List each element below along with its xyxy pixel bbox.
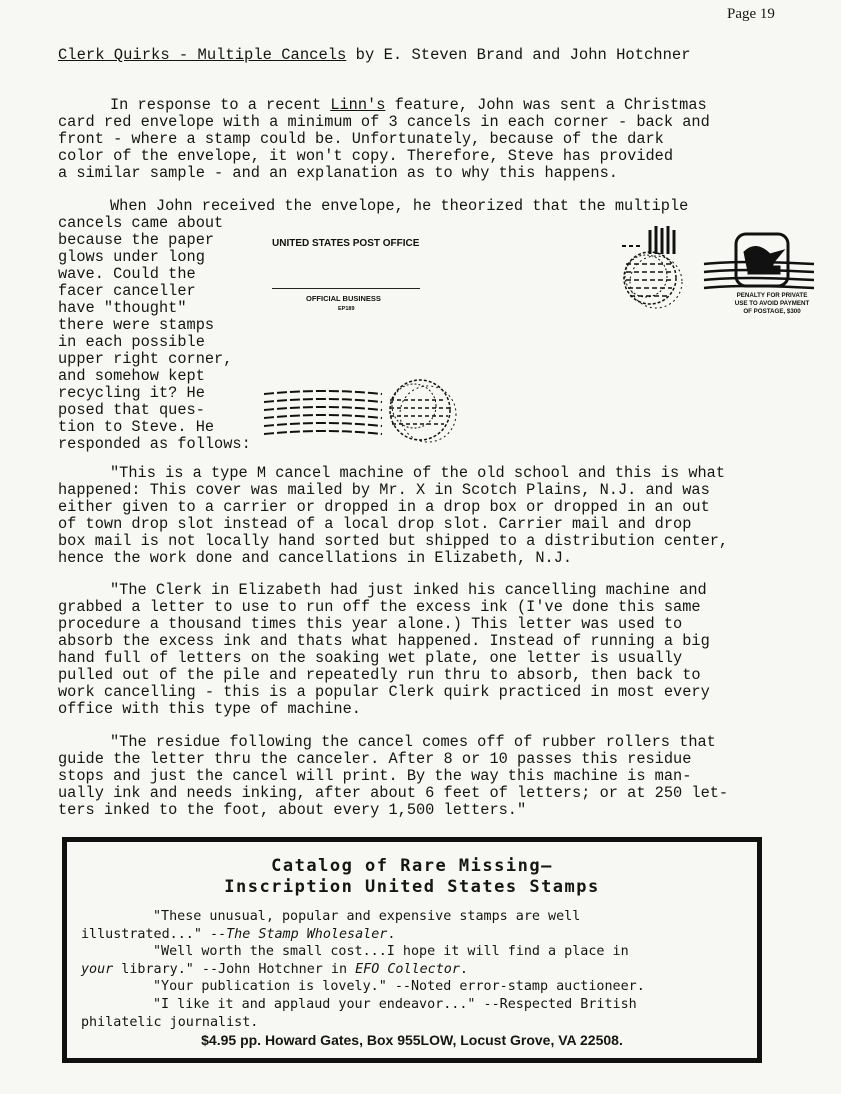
envelope-official-business: OFFICIAL BUSINESS — [306, 294, 381, 303]
testimonial-line: philatelic journalist. — [81, 1014, 259, 1030]
intro-line: color of the envelope, it won't copy. Therefore, Steve has provided — [58, 147, 674, 165]
theory-first-line: When John received the envelope, he theorized that the multiple — [110, 197, 689, 215]
ad-title — [67, 856, 757, 898]
theory-side-text — [58, 215, 268, 453]
testimonial-line: "Well worth the small cost...I hope it will find a place in — [153, 944, 629, 960]
theory-line: in each possible — [58, 333, 205, 351]
publication-name: The Stamp Wholesaler — [226, 926, 388, 942]
cancellation-marks-bottom — [262, 374, 472, 444]
theory-line: because the paper — [58, 231, 215, 249]
ad-title-line-1: Catalog of Rare Missing— — [271, 856, 553, 876]
publication-name: EFO Collector — [355, 961, 460, 977]
theory-line: glows under long — [58, 248, 205, 266]
intro-paragraph — [58, 97, 778, 182]
intro-line-1: In response to a recent Linn's feature, John was sent a Christmas — [110, 96, 707, 114]
envelope-illustration — [262, 224, 818, 446]
theory-line: cancels came about — [58, 214, 224, 232]
intro-line: a similar sample - and an explanation as to why this happens. — [58, 164, 618, 182]
theory-line: have "thought" — [58, 299, 187, 317]
theory-line: wave. Could the — [58, 265, 196, 283]
catalog-advertisement — [62, 837, 762, 1063]
quote-paragraph-3: "The residue following the cancel comes off of rubber rollers that guide the letter thru the canceler. After 8 or 10 passes this residue stops and just the cancel will print. By the way this machine is man- ually ink and needs inking, after about 6 feet of letters; or at 250 let- ters inked to the foot, about every 1,500 letters." — [58, 733, 729, 819]
theory-line: tion to Steve. He — [58, 418, 215, 436]
linns-reference: Linn's — [330, 96, 386, 114]
theory-line: there were stamps — [58, 316, 215, 334]
testimonial-line: illustrated..." --The Stamp Wholesaler. — [81, 926, 396, 942]
cancellation-marks-top — [612, 224, 818, 334]
quote-paragraph-1: "This is a type M cancel machine of the old school and this is what happened: This cover was mailed by Mr. X in Scotch Plains, N.J. and was either given to a carrier or dropped in a drop box or dropped in an out of town drop slot instead of a local drop slot. Carrier mail and drop box mail is not locally hand sorted but shipped to a distribution center, hence the work done and cancellations in Elizabeth, N.J. — [58, 464, 729, 567]
testimonial-line: your library." --John Hotchner in EFO Collector. — [81, 961, 468, 977]
article-title-line — [58, 46, 691, 64]
ad-testimonials — [81, 908, 753, 1031]
envelope-rule — [272, 288, 420, 289]
testimonial-line: "I like it and applaud your endeavor..." --Respected British — [153, 996, 637, 1012]
envelope-penalty-notice: PENALTY FOR PRIVATE USE TO AVOID PAYMENT OF POSTAGE, $300 — [734, 292, 810, 315]
testimonial-line: "These unusual, popular and expensive stamps are well — [153, 909, 581, 924]
testimonial-line: "Your publication is lovely." --Noted error-stamp auctioneer. — [153, 979, 645, 995]
quote-paragraph-2: "The Clerk in Elizabeth had just inked his cancelling machine and grabbed a letter to use to run off the excess ink (I've done this same procedure a thousand times this year alone.) This letter was used to absorb the excess ink and thats what happened. Instead of running a big hand full of letters on the soaking wet plate, one letter is usually pulled out of the pile and repeatedly run thru to absorb, then back to work cancelling - this is a popular Clerk quirk practiced in most every office with this type of machine. — [58, 581, 710, 718]
page-number: Page 19 — [727, 6, 775, 22]
envelope-sender: UNITED STATES POST OFFICE — [272, 238, 420, 249]
theory-line: upper right corner, — [58, 350, 233, 368]
theory-line: responded as follows: — [58, 435, 251, 453]
theory-line: recycling it? He — [58, 384, 205, 402]
ad-order-info: $4.95 pp. Howard Gates, Box 955LOW, Locust Grove, VA 22508. — [201, 1032, 623, 1048]
theory-line: posed that ques- — [58, 401, 205, 419]
ad-title-line-2: Inscription United States Stamps — [224, 877, 600, 897]
intro-line: front - where a stamp could be. Unfortunately, because of the dark — [58, 130, 664, 148]
intro-line: card red envelope with a minimum of 3 cancels in each corner - back and — [58, 113, 710, 131]
article-byline: by E. Steven Brand and John Hotchner — [346, 46, 691, 64]
theory-line: and somehow kept — [58, 367, 205, 385]
article-title: Clerk Quirks - Multiple Cancels — [58, 46, 347, 64]
envelope-code: EP189 — [338, 306, 355, 312]
theory-line: facer canceller — [58, 282, 196, 300]
